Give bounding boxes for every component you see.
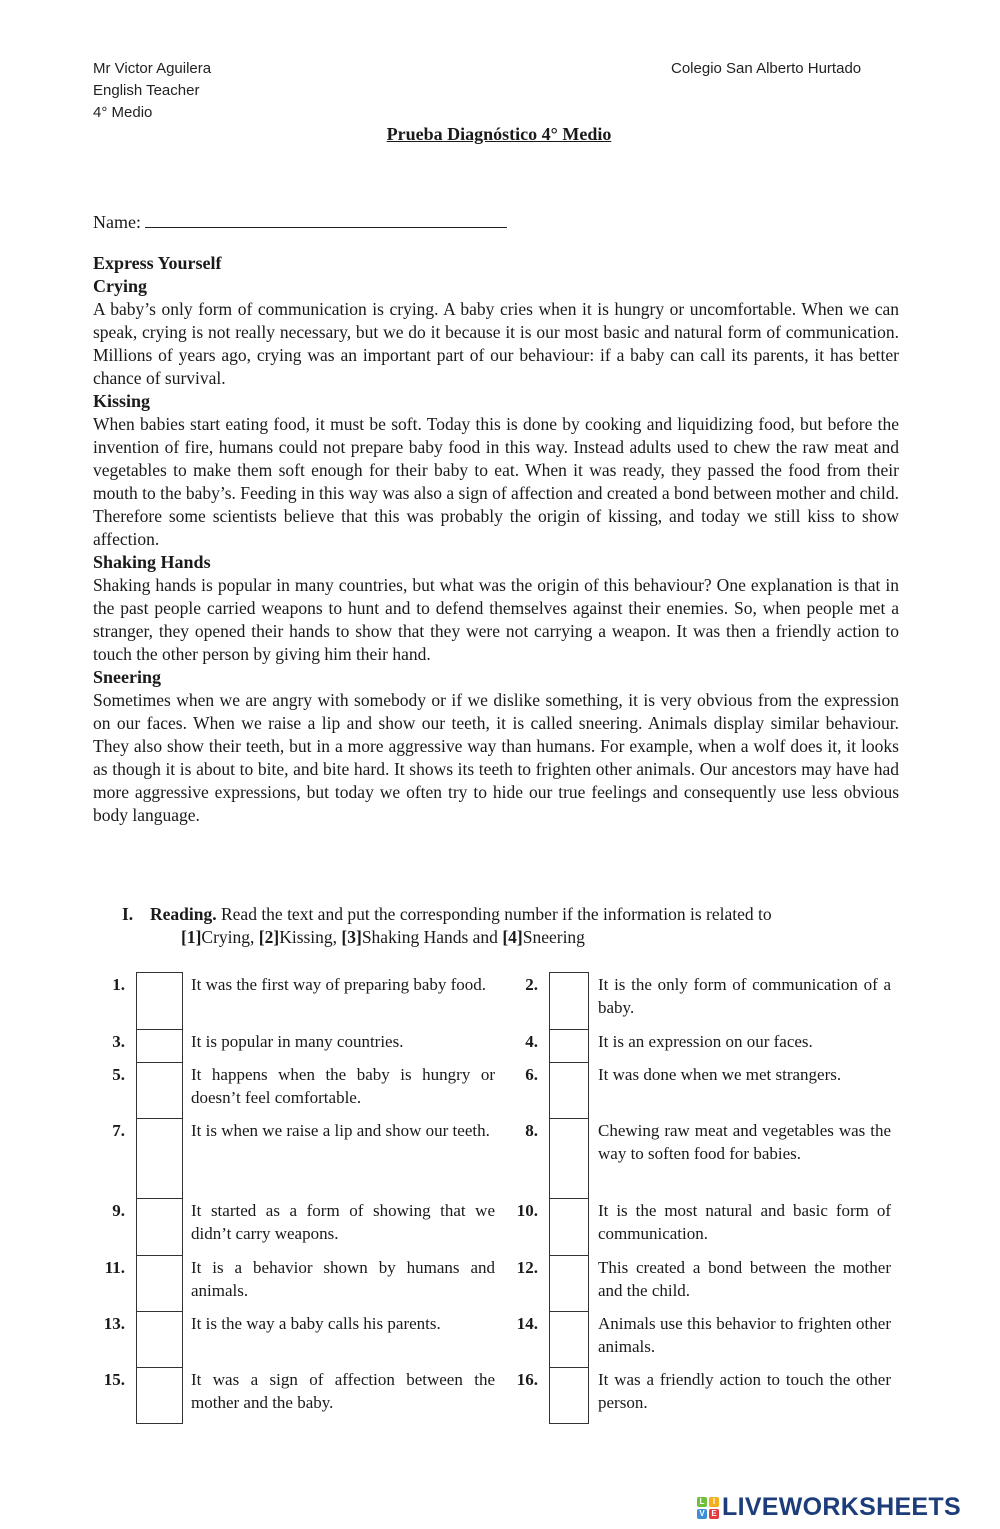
section-heading-crying: Crying xyxy=(93,276,147,296)
option-number: [3] xyxy=(341,927,362,947)
question-text: It is the way a baby calls his parents. xyxy=(191,1314,441,1333)
school-name: Colegio San Alberto Hurtado xyxy=(671,60,862,77)
question-text: It is when we raise a lip and show our teeth. xyxy=(191,1121,490,1140)
question-text: It is the most natural and basic form of communication. xyxy=(598,1201,891,1243)
grade-label: 4° Medio xyxy=(93,104,153,121)
question-text: It is an expression on our faces. xyxy=(598,1032,813,1051)
name-input-line[interactable] xyxy=(145,209,507,228)
teacher-name: Mr Victor Aguilera xyxy=(93,60,212,77)
question-text: It is popular in many countries. xyxy=(191,1032,404,1051)
question-number: 3. xyxy=(112,1032,125,1051)
question-number: 11. xyxy=(104,1258,125,1277)
answer-box[interactable] xyxy=(136,1367,183,1424)
question-text: It happens when the baby is hungry or doesn’t feel comfortable. xyxy=(191,1065,495,1107)
reading-passage xyxy=(93,252,899,827)
instruction-line-1 xyxy=(122,903,902,926)
answer-box[interactable] xyxy=(549,972,589,1030)
answer-box[interactable] xyxy=(549,1029,589,1063)
section-heading-kissing: Kissing xyxy=(93,391,151,411)
section-label: Reading. xyxy=(150,904,217,924)
answer-box[interactable] xyxy=(136,1311,183,1368)
answer-box[interactable] xyxy=(549,1198,589,1256)
question-text: Chewing raw meat and vegetables was the way to soften food for babies. xyxy=(598,1121,891,1163)
answer-box[interactable] xyxy=(549,1255,589,1312)
question-text: It was done when we met strangers. xyxy=(598,1065,842,1084)
option-number: [2] xyxy=(258,927,280,947)
section-heading-shaking-hands: Shaking Hands xyxy=(93,552,211,572)
teacher-info xyxy=(93,58,211,124)
name-label: Name: xyxy=(93,212,141,232)
section-number: I. xyxy=(122,904,134,924)
question-number: 9. xyxy=(112,1201,125,1220)
logo-cube: L xyxy=(697,1497,707,1507)
logo-text: LIVEWORKSHEETS xyxy=(722,1493,961,1521)
question-number: 6. xyxy=(525,1065,538,1084)
answer-box[interactable] xyxy=(136,1118,183,1199)
teacher-role: English Teacher xyxy=(93,82,200,99)
question-number: 10. xyxy=(516,1201,538,1220)
question-text: It started as a form of showing that we didn’t carry weapons. xyxy=(191,1201,495,1243)
question-number: 13. xyxy=(103,1314,125,1333)
question-number: 15. xyxy=(103,1370,125,1389)
question-number: 16. xyxy=(516,1370,538,1389)
logo-cube: E xyxy=(709,1509,719,1519)
question-text: It is the only form of communication of a baby. xyxy=(598,975,891,1017)
option-name: Crying, xyxy=(201,927,259,947)
question-text: It is a behavior shown by humans and animals. xyxy=(191,1258,495,1300)
logo-cube: V xyxy=(697,1509,707,1519)
question-number: 4. xyxy=(525,1032,538,1051)
passage-title: Express Yourself xyxy=(93,253,222,273)
logo-cubes-icon xyxy=(697,1497,719,1519)
exercise-instructions xyxy=(122,903,902,949)
section-text-shaking-hands: Shaking hands is popular in many countries, but what was the origin of this behaviour? One explanation is that in the past people carried weapons to hunt and to defend themselves against their enemies. So, when people met a stranger, they opened their hands to show that they were not carrying a weapon. It was then a friendly action to touch the other person by giving him their hand. xyxy=(93,575,899,664)
document-title: Prueba Diagnóstico 4° Medio xyxy=(386,124,612,144)
question-text: It was a sign of affection between the mother and the baby. xyxy=(191,1370,495,1412)
name-row xyxy=(93,209,507,233)
logo-cube: I xyxy=(709,1497,719,1507)
answer-box[interactable] xyxy=(136,1062,183,1119)
question-text: It was a friendly action to touch the other person. xyxy=(598,1370,891,1412)
answer-box[interactable] xyxy=(136,1029,183,1063)
answer-box[interactable] xyxy=(549,1062,589,1119)
question-text: It was the first way of preparing baby food. xyxy=(191,975,487,994)
answer-box[interactable] xyxy=(549,1367,589,1424)
question-number: 7. xyxy=(112,1121,125,1140)
answer-box[interactable] xyxy=(136,1198,183,1256)
option-name: Sneering xyxy=(522,927,585,947)
section-heading-sneering: Sneering xyxy=(93,667,162,687)
question-number: 2. xyxy=(525,975,538,994)
question-number: 1. xyxy=(112,975,125,994)
question-number: 5. xyxy=(112,1065,125,1084)
instruction-text: Read the text and put the corresponding number if the information is related to xyxy=(216,904,772,924)
liveworksheets-logo xyxy=(697,1493,961,1522)
question-number: 8. xyxy=(525,1121,538,1140)
question-number: 12. xyxy=(516,1258,538,1277)
option-number: [1] xyxy=(181,927,202,947)
answer-box[interactable] xyxy=(136,972,183,1030)
answer-box[interactable] xyxy=(549,1118,589,1199)
option-name: Shaking Hands and xyxy=(361,927,503,947)
answer-box[interactable] xyxy=(549,1311,589,1368)
option-name: Kissing, xyxy=(279,927,342,947)
question-text: This created a bond between the mother and the child. xyxy=(598,1258,891,1300)
option-number: [4] xyxy=(502,927,523,947)
section-text-kissing: When babies start eating food, it must be soft. Today this is done by cooking and liquidizing food, but before the invention of fire, humans could not prepare baby food in this way. Instead adults used to chew the raw meat and vegetables to make them soft enough for their baby to eat. When it was ready, they passed the food from their mouth to the baby’s. Feeding in this way was also a sign of affection and created a bond between mother and child. Therefore some scientists believe that this was probably the origin of kissing, and today we still kiss to show affection. xyxy=(93,414,899,549)
section-text-sneering: Sometimes when we are angry with somebody or if we dislike something, it is very obvious from the expression on our faces. When we raise a lip and show our teeth, it is called sneering. Animals display similar behaviour. They also show their teeth, but in a more aggressive way than humans. For example, when a wolf does it, it looks as though it is about to bite, and bite hard. It shows its teeth to frighten other animals. Our ancestors may have had more aggressive expressions, but today we often try to hide our true feelings and consequently use less obvious body language. xyxy=(93,690,899,825)
section-text-crying: A baby’s only form of communication is crying. A baby cries when it is hungry or uncomfortable. When we can speak, crying is not really necessary, but we do it because it is our most basic and natural form of communication. Millions of years ago, crying was an important part of our behaviour: if a baby can call its parents, it has better chance of survival. xyxy=(93,299,899,388)
instruction-options xyxy=(122,926,902,949)
question-number: 14. xyxy=(516,1314,538,1333)
answer-box[interactable] xyxy=(136,1255,183,1312)
question-text: Animals use this behavior to frighten other animals. xyxy=(598,1314,891,1356)
